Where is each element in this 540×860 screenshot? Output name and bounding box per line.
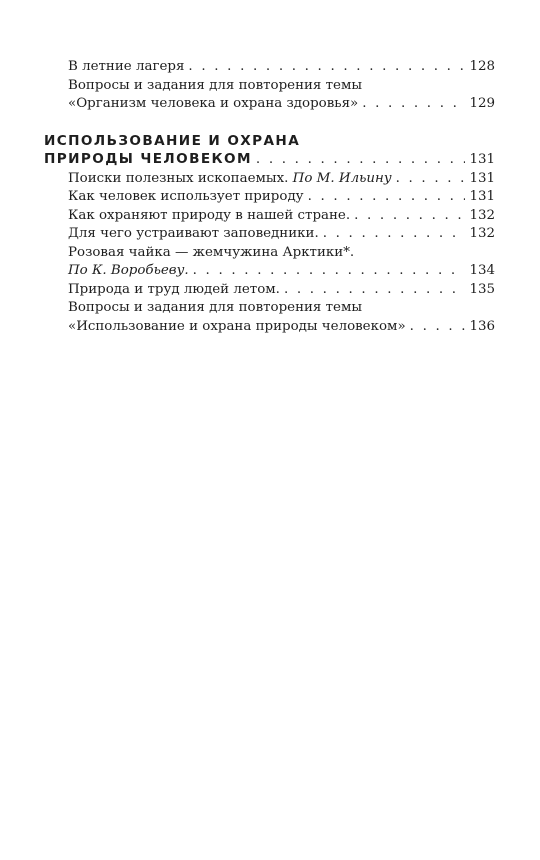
page-number: 132: [469, 226, 495, 241]
page-number: 132: [469, 207, 495, 223]
dot-leader: [193, 262, 466, 281]
entry-author: По К. Воробьеву.: [68, 263, 189, 278]
page-number: 134: [469, 263, 495, 278]
toc-entry: [44, 58, 495, 77]
entry-title: «Использование и охрана природы человеком»: [68, 318, 406, 334]
dot-leader: [308, 188, 466, 207]
toc-entry-review: [44, 95, 495, 114]
dot-leader: [362, 95, 465, 114]
entry-title: Природа и труд людей летом.: [68, 281, 280, 297]
entry-title: Для чего устраивают заповедники.: [68, 226, 319, 241]
page-number: 136: [469, 318, 495, 334]
entry-title: Как охраняют природу в нашей стране.: [68, 207, 351, 223]
entry-title: [68, 170, 392, 189]
page-number: 129: [469, 96, 495, 111]
section-title-2: ПРИРОДЫ ЧЕЛОВЕКОМ: [44, 151, 252, 167]
toc-entry: [44, 188, 495, 207]
table-of-contents: [44, 58, 495, 336]
review-line-1: Вопросы и задания для повторения темы: [68, 300, 363, 315]
dot-leader: [284, 281, 466, 300]
toc-entry-gull: [44, 262, 495, 281]
dot-leader: [323, 225, 466, 244]
gull-line-1: Розовая чайка — жемчужина Арктики*.: [68, 244, 355, 260]
dot-leader: [188, 58, 465, 77]
toc-entry-review: [44, 318, 495, 337]
entry-title-text: Поиски полезных ископаемых.: [68, 170, 289, 186]
toc-entry: [44, 170, 495, 189]
page-number: 135: [469, 281, 495, 297]
entry-author: По М. Ильину: [292, 170, 392, 186]
page-number: 131: [469, 189, 495, 204]
entry-title: «Организм человека и охрана здоровья»: [68, 96, 359, 111]
dot-leader: [354, 207, 465, 226]
section-title-line: [44, 150, 495, 170]
entry-title: В летние лагеря: [68, 59, 185, 74]
dot-leader: [396, 170, 466, 189]
page-number: 131: [469, 152, 495, 167]
toc-entry: [44, 281, 495, 300]
entry-title: Как человек использует природу: [68, 189, 304, 204]
dot-leader: [410, 318, 466, 337]
dot-leader: [256, 151, 466, 170]
spacer: [44, 114, 495, 132]
toc-entry: [44, 225, 495, 244]
page-number: 131: [469, 170, 495, 186]
page-number: 128: [469, 59, 495, 74]
toc-entry: [44, 207, 495, 226]
section-title: ИСПОЛЬЗОВАНИЕ И ОХРАНА: [44, 132, 301, 149]
review-line-1: Вопросы и задания для повторения темы: [68, 77, 363, 93]
